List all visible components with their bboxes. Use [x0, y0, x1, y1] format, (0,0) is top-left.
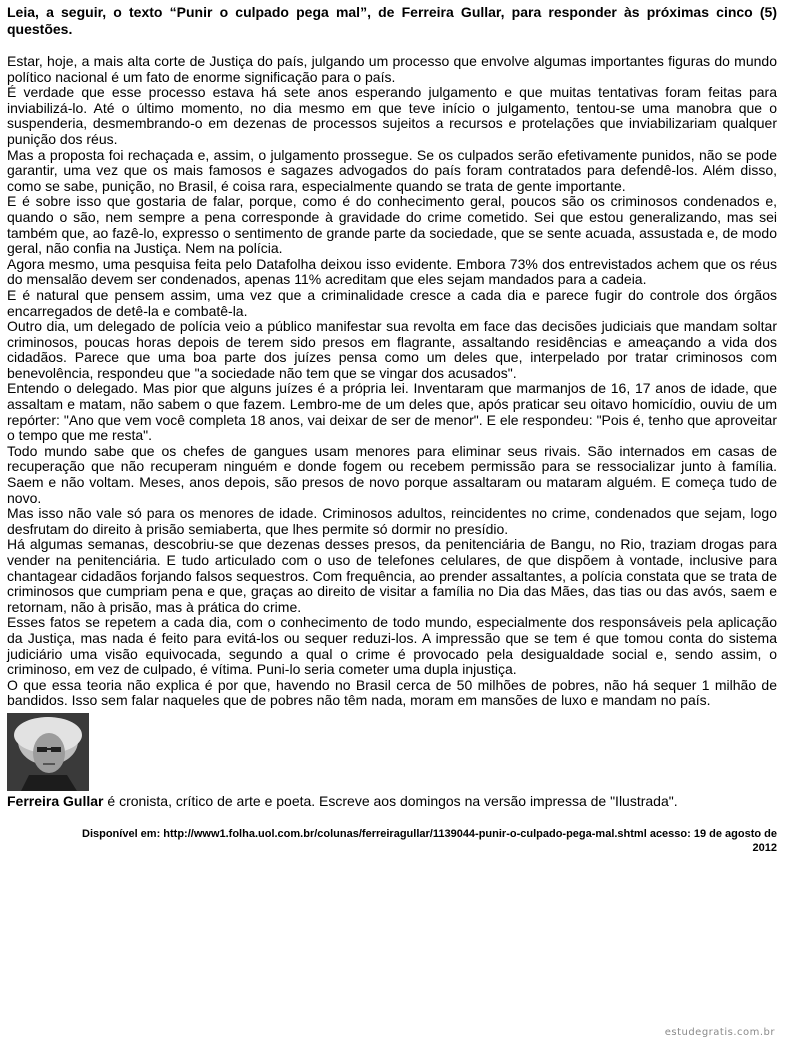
article-paragraph: É verdade que esse processo estava há sete anos esperando julgamento e que muitas tentativas foram feitas para inviabilizá-lo. Até o último momento, no dia mesmo em que teve início o julgamento, tentou-se uma manobra que o suspenderia, desmembrando-o em dezenas de processos sujeitos a recursos e protelações que inviabilizariam qualquer punição dos réus.	[7, 84, 777, 147]
article-paragraph: Mas a proposta foi rechaçada e, assim, o julgamento prossegue. Se os culpados serão efetivamente punidos, não se pode garantir, uma vez que os mais famosos e sagazes advogados do país foram contratados para defendê-los. Além disso, como se sabe, punição, no Brasil, é coisa rara, especialmente quando se trata de gente importante.	[7, 146, 777, 194]
article-paragraph: Há algumas semanas, descobriu-se que dezenas desses presos, da penitenciária de Bangu, no Rio, traziam drogas para vender na penitenciária. E tudo articulado com o uso de telefones celulares, de que dispõem à vontade, inclusive para chantagear cidadãos forjando falsos sequestros. Com frequência, ao prender assaltantes, a polícia constata que se trata de criminosos que cumpriam pena e que, graças ao direito de visitar a família no Dia das Mães, das tias ou das avós, saem e retornam, não à prisão, mas à prática do crime.	[7, 536, 777, 615]
article-paragraph: O que essa teoria não explica é por que, havendo no Brasil cerca de 50 milhões de pobres, não há sequer 1 milhão de bandidos. Isso sem falar naqueles que de pobres não têm nada, moram em mansões de luxo e mandam no país.	[7, 676, 777, 709]
article-paragraph: Mas isso não vale só para os menores de idade. Criminosos adultos, reincidentes no crime, condenados que sejam, logo desfrutam do direito à prisão semiaberta, que lhes permite só dormir no presídio.	[7, 505, 777, 537]
site-watermark: estudegratis.com.br	[664, 1027, 775, 1038]
article-paragraph: Outro dia, um delegado de polícia veio a público manifestar sua revolta em face das decisões judiciais que mandam soltar criminosos, poucas horas depois de terem sido presos em flagrante, assaltando residências e ameaçando a vida dos cidadãos. Parece que uma boa parte dos juízes pensa como um deles que, interpelado por tratar criminosos com benevolência, respondeu que "a sociedade não tem que se vingar dos acusados".	[7, 318, 777, 381]
source-citation: Disponível em: http://www1.folha.uol.com.br/colunas/ferreiragullar/1139044-punir-o-culpado-pega-mal.shtml acesso: 19 de agosto de 2012	[82, 827, 777, 854]
article-paragraph: Entendo o delegado. Mas pior que alguns juízes é a própria lei. Inventaram que marmanjos de 16, 17 anos de idade, que assaltam e matam, não sabem o que fazem. Lembro-me de um deles que, após praticar seu oitavo homicídio, ouviu de um repórter: "Ano que vem você completa 18 anos, vai deixar de ser de menor". E ele respondeu: "Pois é, tenho que aproveitar o tempo que me resta".	[7, 380, 777, 444]
author-credit	[7, 793, 777, 809]
article-paragraph: E é natural que pensem assim, uma vez que a criminalidade cresce a cada dia e parece fugir do controle dos órgãos encarregados de detê-la e combatê-la.	[7, 286, 777, 319]
author-photo	[7, 713, 89, 791]
article-paragraph: Estar, hoje, a mais alta corte de Justiça do país, julgando um processo que envolve algumas importantes figuras do mundo político nacional é um fato de enorme significação para o país.	[7, 53, 777, 85]
article-paragraph: Agora mesmo, uma pesquisa feita pelo Datafolha deixou isso evidente. Embora 73% dos entrevistados achem que os réus do mensalão devem ser condenados, apenas 11% acreditam que eles sejam mandados para a cadeia.	[7, 255, 777, 288]
author-bio: é cronista, crítico de arte e poeta. Escreve aos domingos na versão impressa de "Ilustrada".	[103, 792, 678, 809]
article-paragraph: E é sobre isso que gostaria de falar, porque, como é do conhecimento geral, poucos são os criminosos condenados e, quando o são, nem sempre a pena corresponde à gravidade do crime cometido. Sei que estou generalizando, mas sei também que, ao fazê-lo, expresso o sentimento de grande parte da sociedade, que se sente acuada, assustada e, de modo geral, não confia na Justiça. Nem na polícia.	[7, 193, 777, 257]
article-paragraph: Esses fatos se repetem a cada dia, com o conhecimento de todo mundo, especialmente dos responsáveis pela aplicação da Justiça, mas nada é feito para evitá-los ou sequer reduzi-los. A impressão que se tem é que tomou conta do sistema judiciário uma visão equivocada, segundo a qual o crime é provocado pela desigualdade social e, sendo assim, o criminoso, em vez de culpado, é vítima. Puni-lo seria cometer uma dupla injustiça.	[7, 614, 777, 678]
article-body	[7, 54, 777, 709]
author-name: Ferreira Gullar	[7, 792, 104, 809]
article-paragraph: Todo mundo sabe que os chefes de gangues usam menores para eliminar seus rivais. São internados em casas de recuperação que não recuperam ninguém e donde fogem ou recebem permissão para se ressocializar junto à família. Saem e não voltam. Meses, anos depois, são presos de novo porque assaltaram ou mataram alguém. E começa tudo de novo.	[7, 442, 777, 506]
question-intro: Leia, a seguir, o texto “Punir o culpado pega mal”, de Ferreira Gullar, para responder às próximas cinco (5) questões.	[7, 4, 777, 37]
document-page	[7, 4, 777, 855]
